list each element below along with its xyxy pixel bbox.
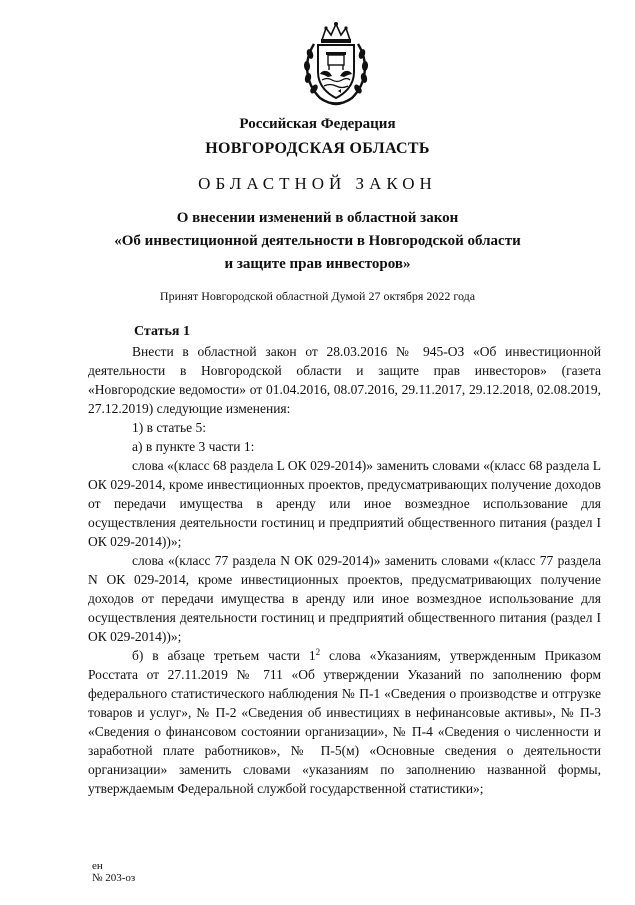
paragraph-item-1: 1) в статье 5: <box>132 420 206 435</box>
part-superscript: 2 <box>315 647 321 657</box>
region-name: НОВГОРОДСКАЯ ОБЛАСТЬ <box>205 140 430 157</box>
paragraph-intro: Внести в областной закон от 28.03.2016 № 945-ОЗ «Об инвестиционной деятельности в Новгородской области и защите прав инвесторов» (газета «Новгородские ведомости» от 01.04.2016, 08.07.2016, 29.11.2017, 29.12.2018, 02.08.2019, 27.12.2019) следующие изменения: <box>88 344 601 416</box>
article-heading: Статья 1 <box>134 324 190 339</box>
law-title <box>0 207 635 276</box>
footer-initials: ен <box>92 860 103 872</box>
law-type: ОБЛАСТНОЙ ЗАКОН <box>198 174 437 193</box>
paragraph-item-a: а) в пункте 3 части 1: <box>132 439 255 454</box>
federation-name: Российская Федерация <box>239 116 396 132</box>
article-body <box>88 342 601 798</box>
adoption-note: Принят Новгородской областной Думой 27 октября 2022 года <box>159 289 476 303</box>
paragraph-item-b-rest: слова «Указаниям, утвержденным Приказом Росстата от 27.11.2019 № 711 «Об утверждении Указаний по заполнению форм федерального статистического наблюдения № П-1 «Сведения о производстве и отгрузке товаров и услуг», № П-2 «Сведения об инвестициях в нефинансовые активы», № П-3 «Сведения о финансовом состоянии организации», № П-4 «Сведения о численности и заработной плате работников», № П-5(м) «Основные сведения о деятельности организации» заменить словами «указаниям по заполнению названной формы, утверждаемым Федеральной службой государственной статистики»; <box>88 648 602 796</box>
document-footer <box>92 860 135 884</box>
paragraph-item-b-start: б) в абзаце третьем части 1 <box>132 648 316 663</box>
paragraph-item-b <box>88 646 601 798</box>
law-title-line-1: О внесении изменений в областной закон <box>176 210 459 226</box>
paragraph-class-68: слова «(класс 68 раздела L ОК 029-2014)» заменить словами «(класс 68 раздела L ОК 029-2014, кроме инвестиционных проектов, предусматривающих получение доходов от передачи имущества в аренду или иное возмездное использование для осуществления деятельности гостиниц и предприятий общественного питания (раздел I ОК 029-2014))»; <box>88 458 601 549</box>
coat-of-arms-icon <box>300 20 372 106</box>
footer-law-number: № 203-оз <box>92 872 136 884</box>
law-title-line-3: и защите прав инвесторов» <box>224 256 411 272</box>
paragraph-class-77: слова «(класс 77 раздела N ОК 029-2014)» заменить словами «(класс 77 раздела N ОК 029-2014, кроме инвестиционных проектов, предусматривающих получение доходов от передачи имущества в аренду или иное возмездное использование для осуществления деятельности гостиниц и предприятий общественного питания (раздел I ОК 029-2014))»; <box>88 553 601 644</box>
law-title-line-2: «Об инвестиционной деятельности в Новгородской области <box>114 233 521 249</box>
